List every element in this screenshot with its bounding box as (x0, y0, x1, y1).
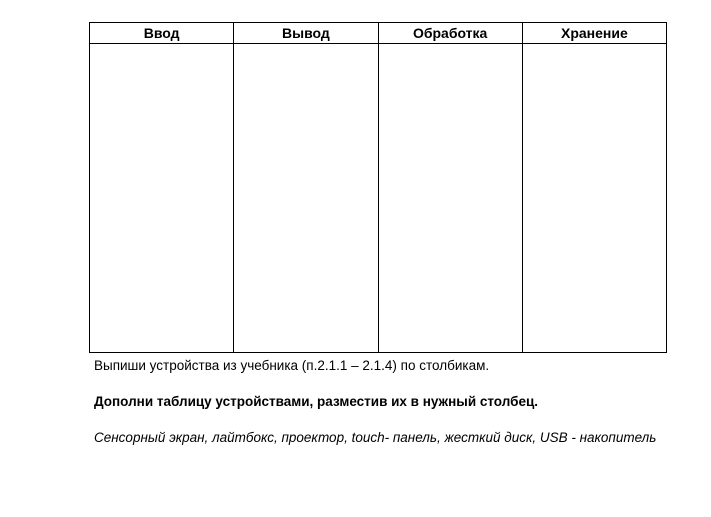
table-header-row (90, 23, 667, 44)
device-list-text: Сенсорный экран, лайтбокс, проектор, touch- панель, жесткий диск, USB - накопитель (94, 430, 657, 445)
column-header-output: Вывод (234, 23, 378, 44)
instruction-text: Выпиши устройства из учебника (п.2.1.1 – 2.1.4) по столбикам. (94, 358, 490, 373)
column-header-input: Ввод (90, 23, 234, 44)
column-header-processing: Обработка (378, 23, 522, 44)
cell-processing[interactable] (378, 44, 522, 353)
cell-output[interactable] (234, 44, 378, 353)
task-text: Дополни таблицу устройствами, разместив их в нужный столбец. (94, 394, 539, 409)
cell-storage[interactable] (522, 44, 666, 353)
table-row (90, 44, 667, 353)
column-header-storage: Хранение (522, 23, 666, 44)
device-category-table (89, 22, 667, 353)
cell-input[interactable] (90, 44, 234, 353)
